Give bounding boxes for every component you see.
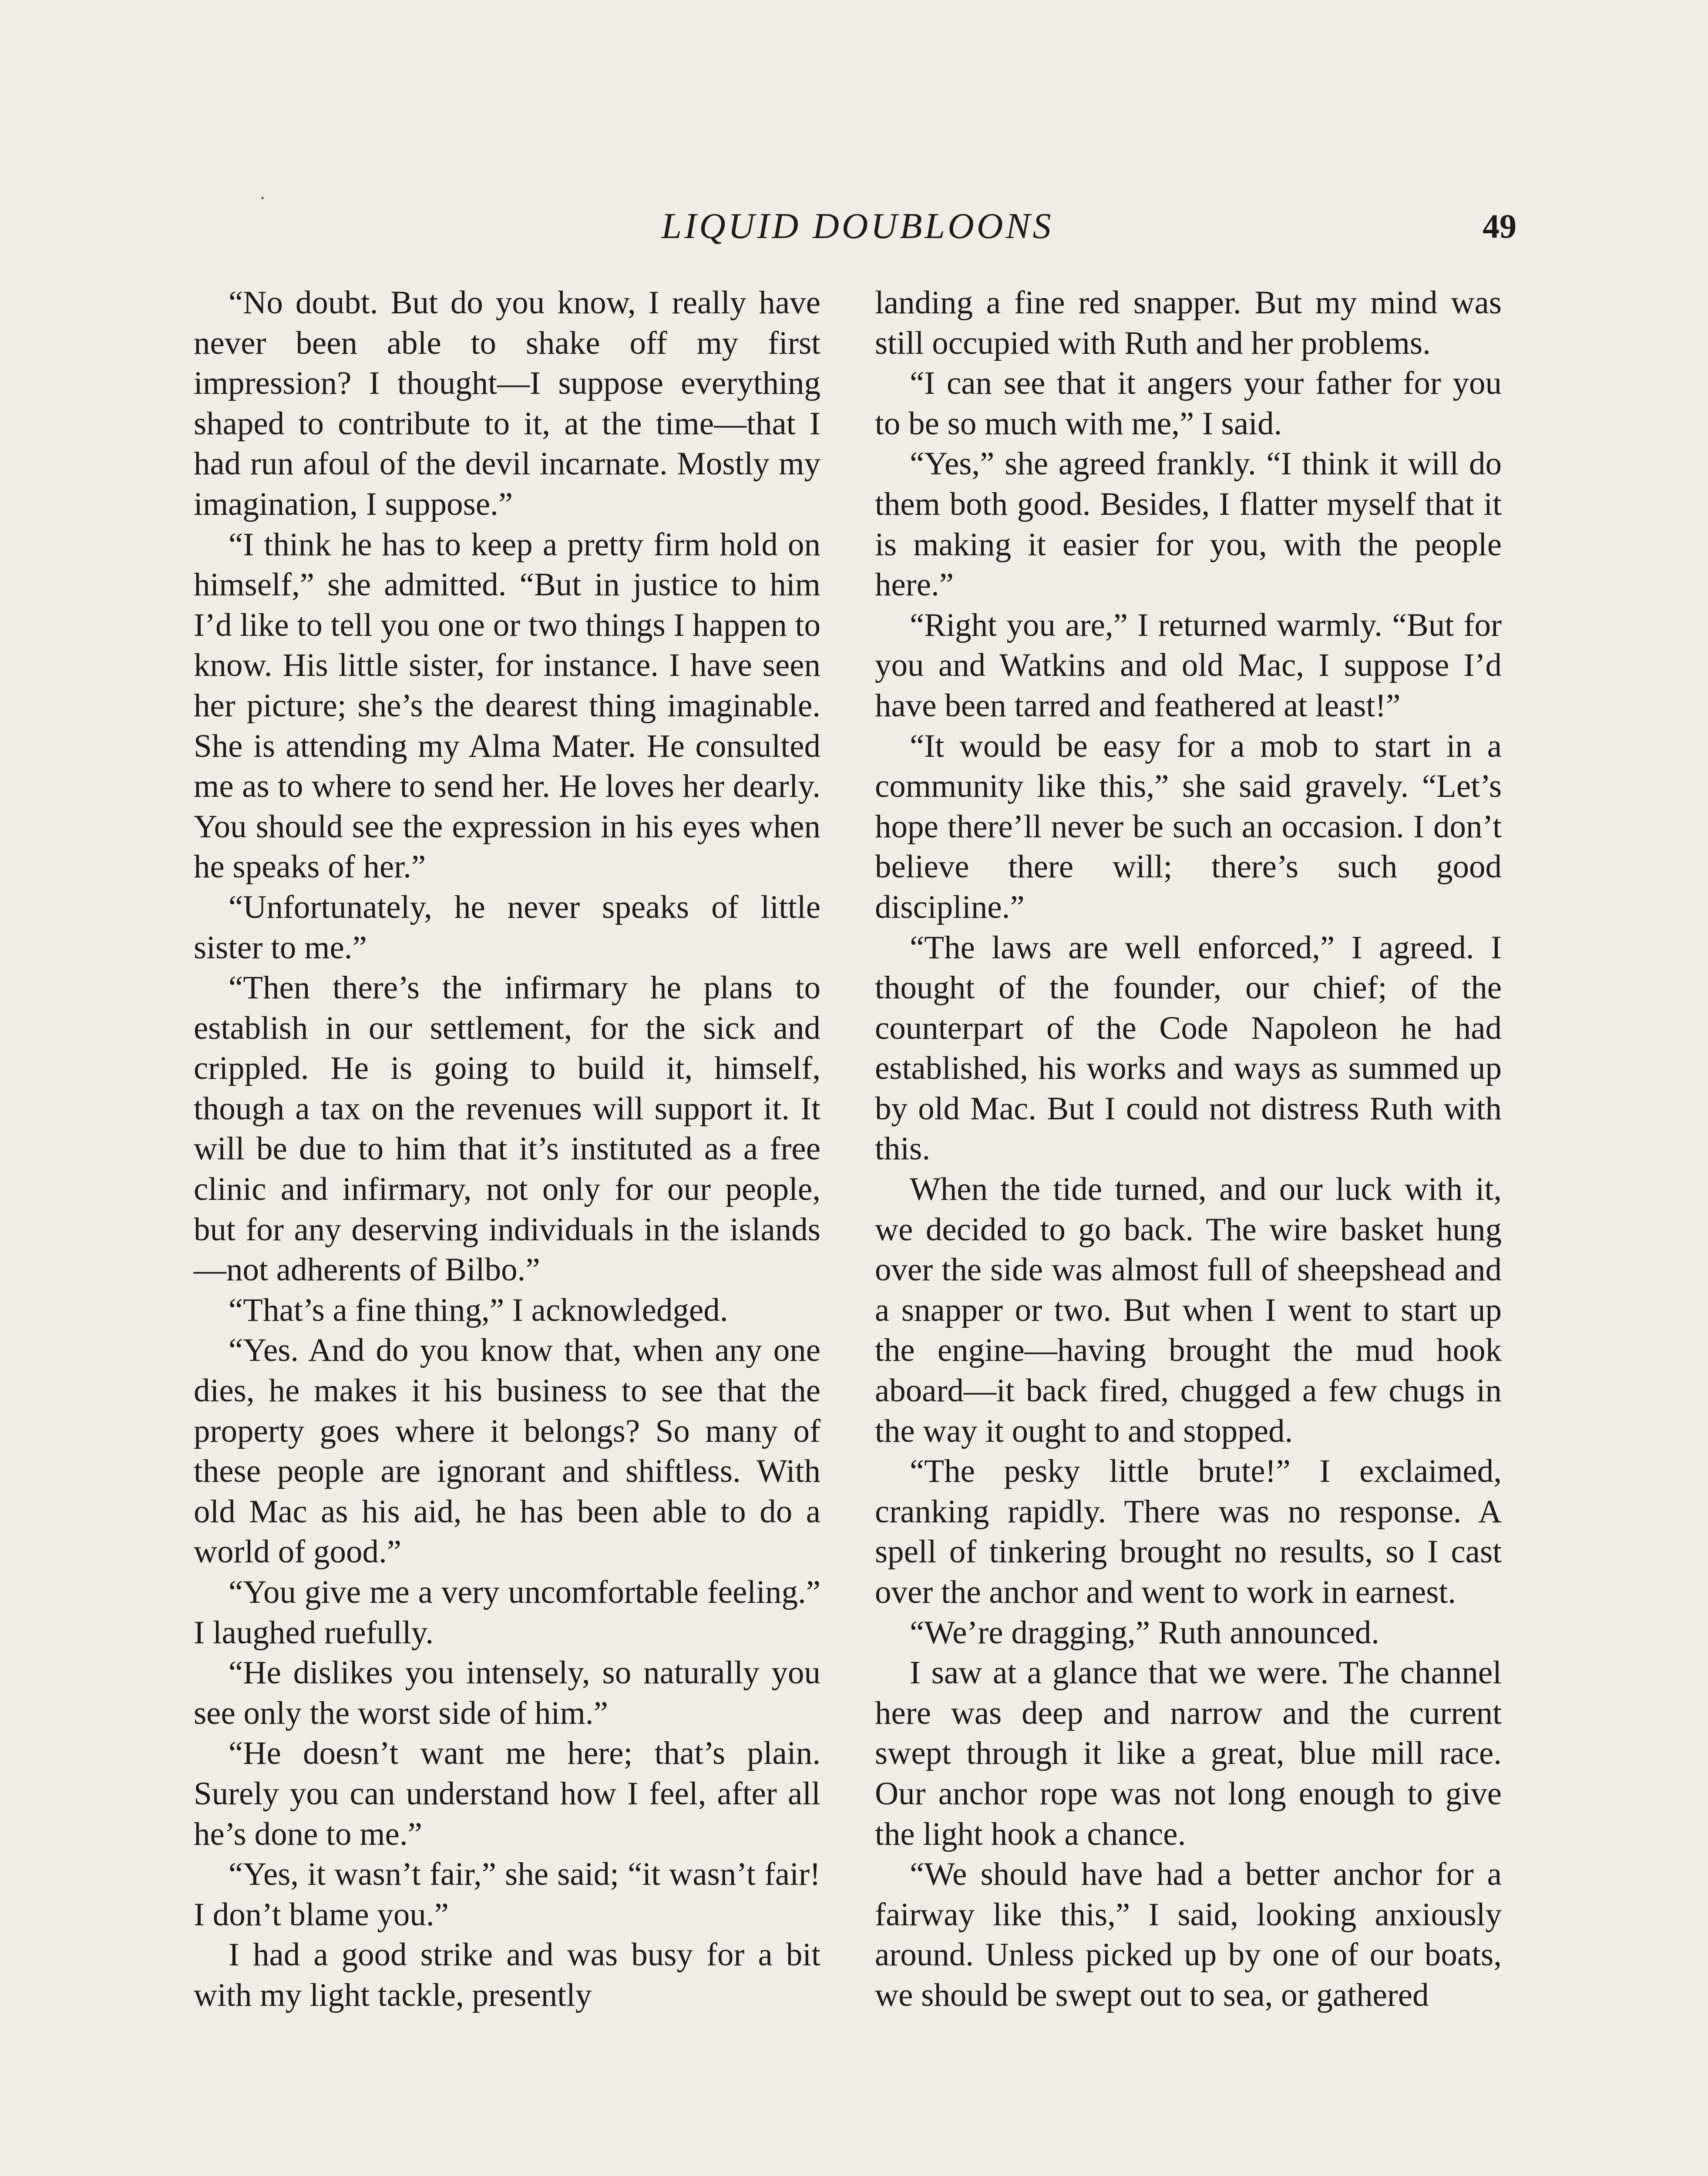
right-column	[875, 283, 1502, 2016]
paragraph: “The laws are well enforced,” I agreed. I thought of the founder, our chief; of the counterpart of the Code Napoleon he had established, his works and ways as summed up by old Mac. But I could not distress Ruth with this.	[875, 929, 1502, 1167]
paragraph: “Right you are,” I returned warmly. “But for you and Watkins and old Mac, I suppose I’d have been tarred and feathered at least!”	[875, 607, 1502, 724]
paragraph: “That’s a fine thing,” I acknowledged.	[229, 1292, 728, 1328]
paragraph-continued: landing a fine red snapper. But my mind was still occupied with Ruth and her problems.	[875, 285, 1502, 361]
paragraph: “Then there’s the infirmary he plans to establish in our settlement, for the sick and crippled. He is going to build it, himself, though a tax on the revenues will support it. It will be due to him that it’s instituted as a free clinic and infirmary, not only for our people, but for any deserving individuals in the islands—not adherents of Bilbo.”	[194, 970, 820, 1288]
running-title: LIQUID DOUBLOONS	[661, 206, 1054, 246]
print-speck	[261, 197, 264, 199]
paragraph: “Yes, it wasn’t fair,” she said; “it wasn’t fair! I don’t blame you.”	[194, 1856, 820, 1933]
paragraph: I had a good strike and was busy for a bit with my light tackle, presently	[194, 1937, 820, 2013]
paragraph: I saw at a glance that we were. The channel here was deep and narrow and the current swept through it like a great, blue mill race. Our anchor rope was not long enough to give the light hook a chance.	[875, 1655, 1502, 1852]
paragraph: “The pesky little brute!” I exclaimed, cranking rapidly. There was no response. A spell of tinkering brought no results, so I cast over the anchor and went to work in earnest.	[875, 1453, 1502, 1610]
paragraph: “Unfortunately, he never speaks of little sister to me.”	[194, 889, 820, 966]
paragraph: “It would be easy for a mob to start in a community like this,” she said gravely. “Let’s hope there’ll never be such an occasion. I don’t believe there will; there’s such good discipline.”	[875, 728, 1502, 925]
paragraph: “He doesn’t want me here; that’s plain. Surely you can understand how I feel, after all he’s done to me.”	[194, 1735, 820, 1852]
paragraph: “No doubt. But do you know, I really have never been able to shake off my first impression? I thought—I suppose everything shaped to contribute to it, at the time—that I had run afoul of the devil incarnate. Mostly my imagination, I suppose.”	[194, 285, 820, 522]
left-column	[194, 283, 820, 2016]
paragraph: “You give me a very uncomfortable feeling.” I laughed ruefully.	[194, 1574, 820, 1651]
paragraph: “We’re dragging,” Ruth announced.	[910, 1614, 1379, 1651]
paragraph: “I can see that it angers your father for you to be so much with me,” I said.	[875, 365, 1502, 442]
paragraph: “Yes. And do you know that, when any one dies, he makes it his business to see that the property goes where it belongs? So many of these people are ignorant and shiftless. With old Mac as his aid, he has been able to do a world of good.”	[194, 1332, 820, 1570]
page-number: 49	[1483, 207, 1516, 245]
paragraph: When the tide turned, and our luck with it, we decided to go back. The wire basket hung over the side was almost full of sheepshead and a snapper or two. But when I went to start up the engine—having brought the mud hook aboard—it back fired, chugged a few chugs in the way it ought to and stopped.	[875, 1171, 1502, 1449]
paragraph: “Yes,” she agreed frankly. “I think it will do them both good. Besides, I flatter myself that it is making it easier for you, with the people here.”	[875, 446, 1502, 603]
paragraph: “He dislikes you intensely, so naturally you see only the worst side of him.”	[194, 1655, 820, 1731]
paragraph: “We should have had a better anchor for a fairway like this,” I said, looking anxiously around. Unless picked up by one of our boats, we should be swept out to sea, or gathered	[875, 1856, 1502, 2013]
paragraph: “I think he has to keep a pretty firm hold on himself,” she admitted. “But in justice to him I’d like to tell you one or two things I happen to know. His little sister, for instance. I have seen her picture; she’s the dearest thing imaginable. She is attending my Alma Mater. He consulted me as to where to send her. He loves her dearly. You should see the expression in his eyes when he speaks of her.”	[194, 526, 820, 885]
